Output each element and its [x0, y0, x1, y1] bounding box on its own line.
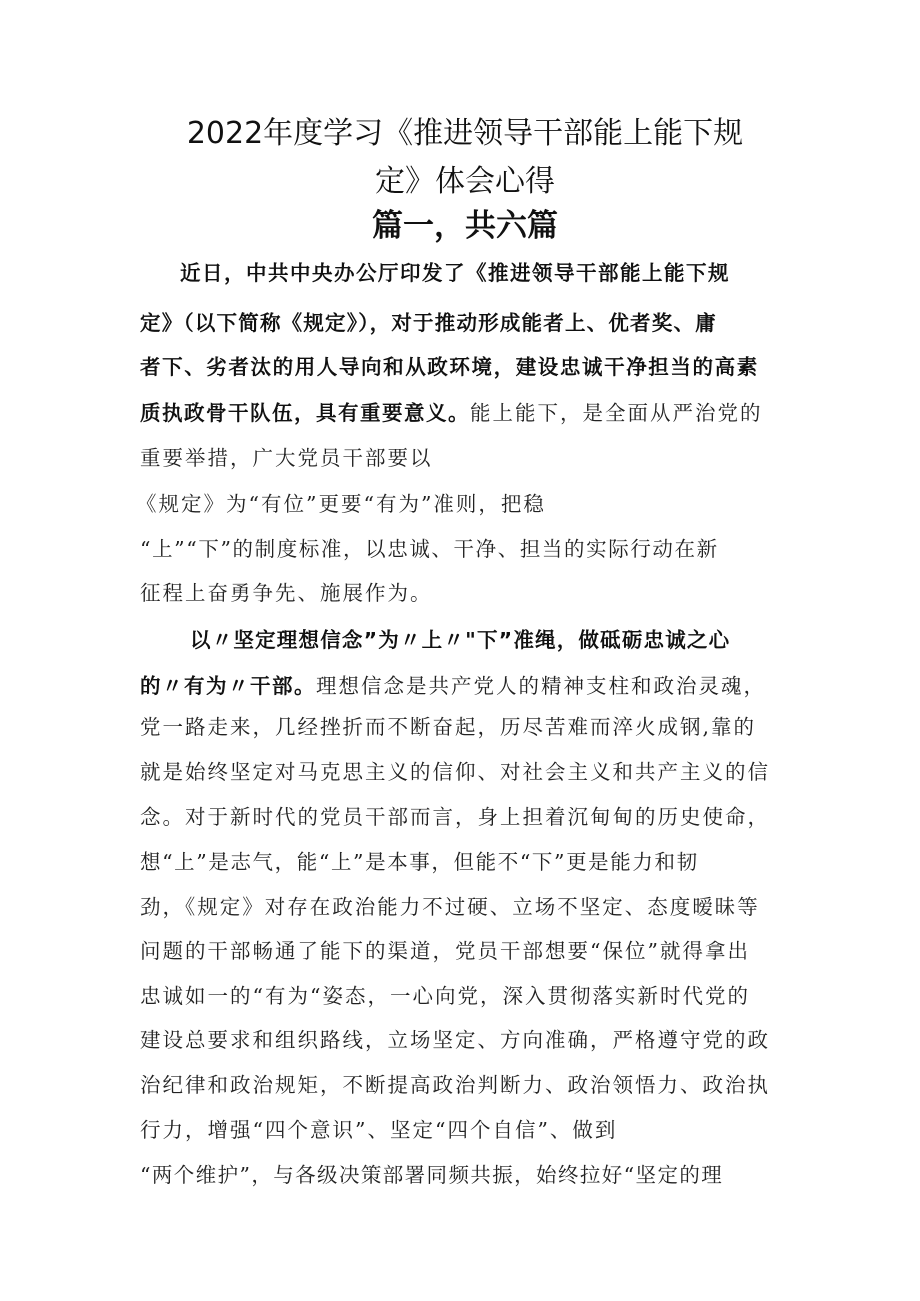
paragraph-1-line-4-bold: 质执政骨干队伍，具有重要意义。 [140, 401, 470, 425]
paragraph-2-line-6: 想“上”是志气，能“上”是本事，但能不“下”更是能力和韧 [140, 850, 699, 874]
paragraph-2-line-13: “两个维护”，与各级决策部署同频共振，始终拉好“坚定的理 [140, 1163, 724, 1187]
paragraph-2-line-2-normal: 理想信念是共产党人的精神支柱和政治灵魂， [316, 674, 766, 698]
paragraph-1-line-3: 者下、劣者汰的用人导向和从政环境，建设忠诚干净担当的高素 [140, 355, 759, 379]
document-subtitle: 篇一，共六篇 [372, 208, 558, 244]
paragraph-1-line-6: 《规定》为“有位”更要“有为”准则，把稳 [136, 492, 546, 516]
paragraph-1-line-1: 近日，中共中央办公厅印发了《推进领导干部能上能下规 [180, 261, 730, 285]
paragraph-1-line-7: “上”“下”的制度标准，以忠诚、干净、担当的实际行动在新 [140, 537, 719, 561]
paragraph-2-line-11: 治纪律和政治规矩，不断提高政治判断力、政治领悟力、政治执 [140, 1073, 770, 1097]
paragraph-1-line-4 [140, 398, 763, 428]
document-title-line-2: 定》体会心得 [375, 164, 555, 199]
paragraph-2-line-2-bold: 的〃有为〃干部。 [140, 674, 316, 698]
paragraph-1-line-8: 征程上奋勇争先、施展作为。 [140, 581, 433, 605]
paragraph-1-line-4-normal: 能上能下，是全面从严治党的 [470, 401, 763, 425]
paragraph-2-line-10: 建设总要求和组织路线，立场坚定、方向准确，严格遵守党的政 [140, 1028, 770, 1052]
paragraph-2-line-2 [140, 671, 766, 701]
paragraph-1-line-5: 重要举措，广大党员干部要以 [140, 446, 433, 470]
paragraph-2-line-7: 劲，《规定》对存在政治能力不过硬、立场不坚定、态度暧昧等 [140, 895, 760, 919]
paragraph-1-line-2: 定》（以下简称《规定》），对于推动形成能者上、优者奖、庸 [140, 311, 717, 335]
paragraph-2-line-1: 以〃坚定理想信念”为〃上〃"下”准绳，做砥砺忠诚之心 [190, 628, 731, 652]
paragraph-2-line-3: 党一路走来，几经挫折而不断奋起，历尽苦难而淬火成钢,靠的 [140, 715, 757, 739]
paragraph-2-line-4: 就是始终坚定对马克思主义的信仰、对社会主义和共产主义的信 [140, 760, 770, 784]
paragraph-2-line-12: 行力，增强“四个意识”、坚定“四个自信”、做到 [140, 1118, 618, 1142]
document-title-line-1: 2022年度学习《推进领导干部能上能下规 [186, 116, 744, 151]
paragraph-2-line-9: 忠诚如一的“有为“姿态，一心向党，深入贯彻落实新时代党的 [140, 984, 750, 1008]
paragraph-2-line-5: 念。对于新时代的党员干部而言，身上担着沉甸甸的历史使命， [140, 805, 770, 829]
paragraph-2-line-8: 问题的干部畅通了能下的渠道，党员干部想要“保位”就得拿出 [140, 939, 750, 963]
